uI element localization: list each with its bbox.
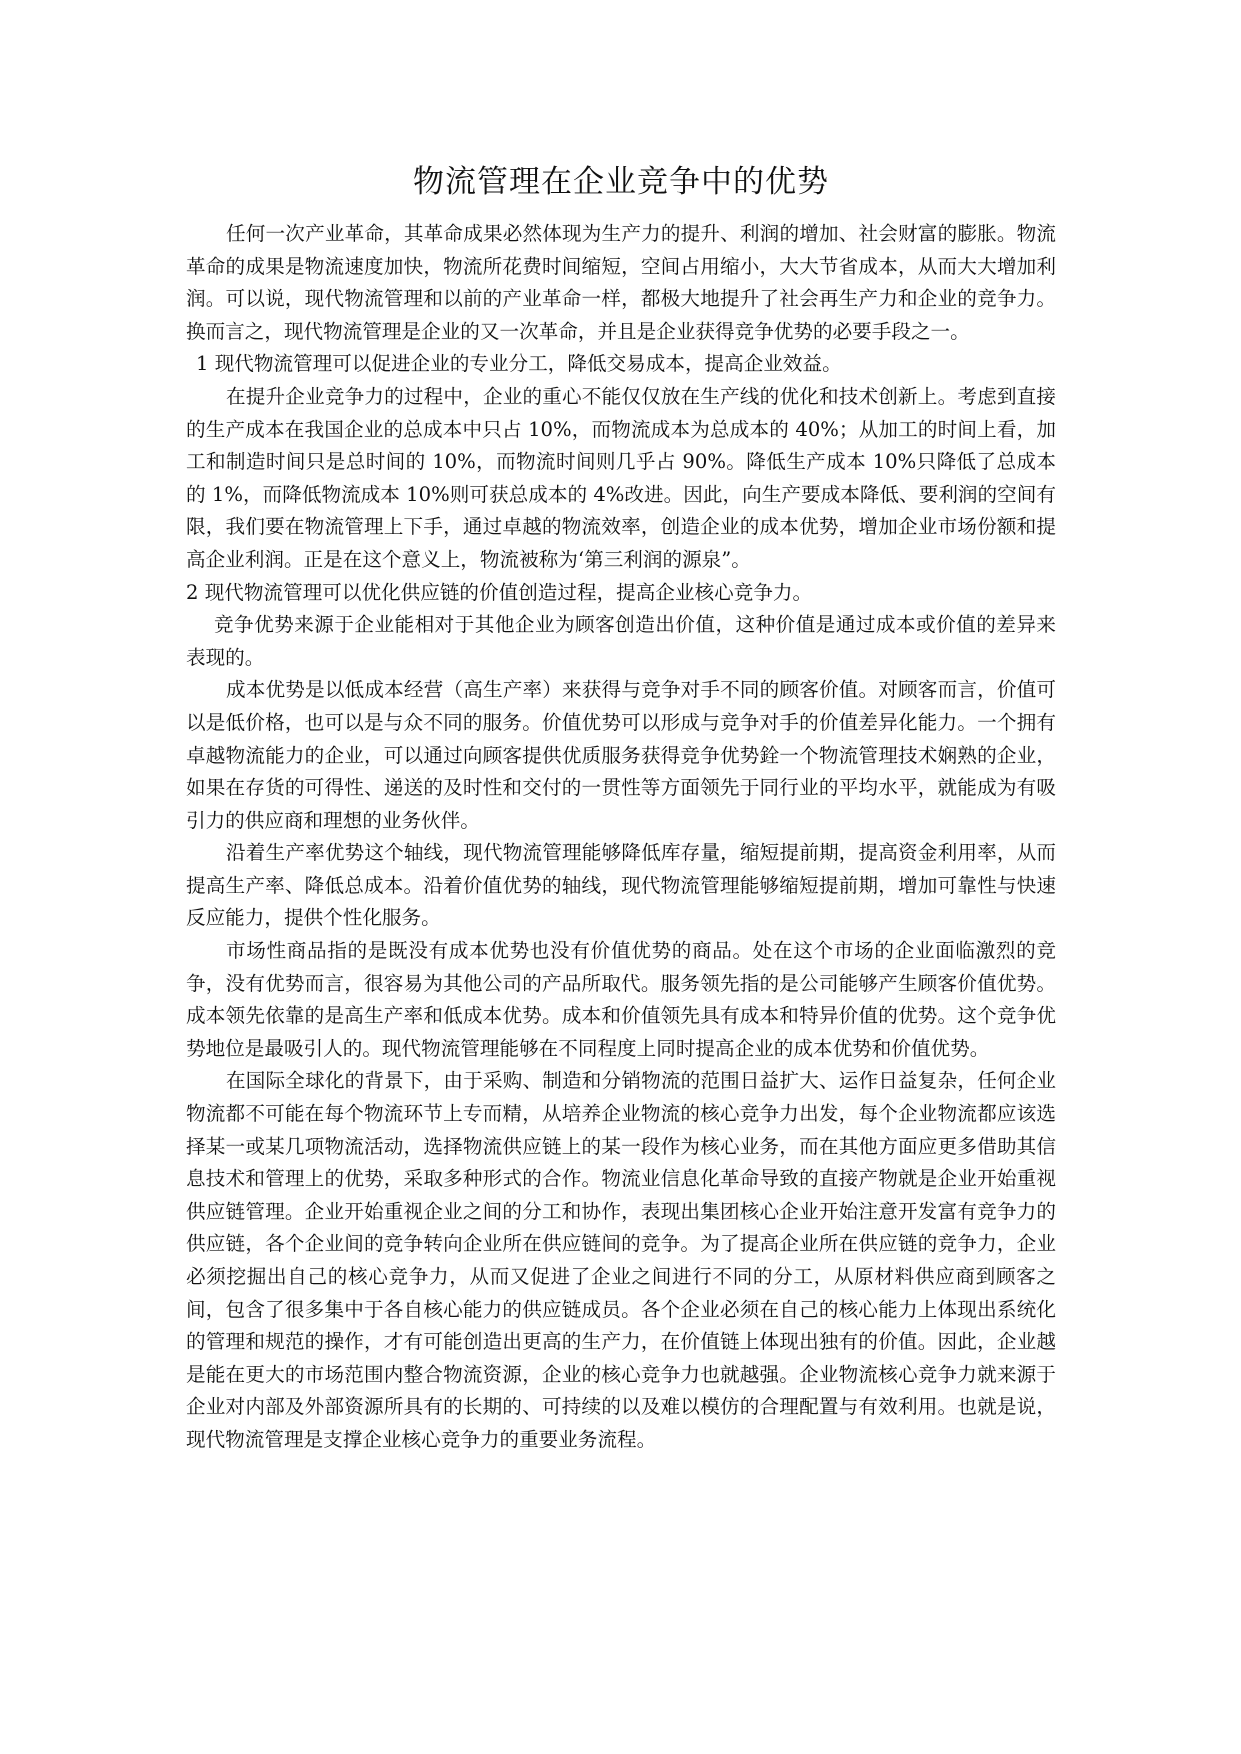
section-heading-2: 2 现代物流管理可以优化供应链的价值创造过程，提高企业核心竞争力。 bbox=[186, 580, 813, 604]
paragraph-market-goods: 市场性商品指的是既没有成本优势也没有价值优势的商品。处在这个市场的企业面临激烈的竞争，没有优势而言，很容易为其他公司的产品所取代。服务领先指的是公司能够产生顾客价值优势。成本领先依靠的是高生产率和低成本优势。成本和价值领先具有成本和特异价值的优势。这个竞争优势地位是最吸引人的。现代物流管理能够在不同程度上同时提高企业的成本优势和价值优势。 bbox=[186, 939, 1056, 1060]
section-heading-1: 1 现代物流管理可以促进企业的专业分工，降低交易成本，提高企业效益。 bbox=[196, 352, 842, 376]
document-title: 物流管理在企业竞争中的优势 bbox=[413, 164, 829, 200]
document-page bbox=[186, 160, 1056, 1457]
paragraph-intro: 任何一次产业革命，其革命成果必然体现为生产力的提升、利润的增加、社会财富的膨胀。物流革命的成果是物流速度加快，物流所花费时间缩短，空间占用缩小，大大节省成本，从而大大增加利润。可以说，现代物流管理和以前的产业革命一样，都极大地提升了社会再生产力和企业的竞争力。换而言之，现代物流管理是企业的又一次革命，并且是企业获得竞争优势的必要手段之一。 bbox=[186, 222, 1056, 343]
paragraph-competitive-advantage: 竞争优势来源于企业能相对于其他企业为顾客创造出价值，这种价值是通过成本或价值的差异来表现的。 bbox=[186, 613, 1056, 669]
paragraph-cost: 在提升企业竞争力的过程中，企业的重心不能仅仅放在生产线的优化和技术创新上。考虑到直接的生产成本在我国企业的总成本中只占 10%，而物流成本为总成本的 40%；从加工的时间上看，加工和制造时间只是总时间的 10%，而物流时间则几乎占 90%。降低生产成本 10%只降低了总成本的 1%，而降低物流成本 10%则可获总成本的 4%改进。因此，向生产要成本降低、要利润的空间有限，我们要在物流管理上下手，通过卓越的物流效率，创造企业的成本优势，增加企业市场份额和提高企业利润。正是在这个意义上，物流被称为‘第三利润的源泉”。 bbox=[186, 384, 1056, 571]
paragraph-cost-advantage: 成本优势是以低成本经营（高生产率）来获得与竞争对手不同的顾客价值。对顾客而言，价值可以是低价格，也可以是与众不同的服务。价值优势可以形成与竞争对手的价值差异化能力。一个拥有卓越物流能力的企业，可以通过向顾客提供优质服务获得竞争优势銓一个物流管理技术娴熟的企业，如果在存货的可得性、递送的及时性和交付的一贯性等方面领先于同行业的平均水平，就能成为有吸引力的供应商和理想的业务伙伴。 bbox=[186, 678, 1056, 832]
paragraph-globalization: 在国际全球化的背景下，由于采购、制造和分销物流的范围日益扩大、运作日益复杂，任何企业物流都不可能在每个物流环节上专而精，从培养企业物流的核心竞争力出发，每个企业物流都应该选择某一或某几项物流活动，选择物流供应链上的某一段作为核心业务，而在其他方面应更多借助其信息技术和管理上的优势，采取多种形式的合作。物流业信息化革命导致的直接产物就是企业开始重视供应链管理。企业开始重视企业之间的分工和协作，表现出集团核心企业开始注意开发富有竞争力的供应链，各个企业间的竞争转向企业所在供应链间的竞争。为了提高企业所在供应链的竞争力，企业必须挖掘出自己的核心竞争力，从而又促进了企业之间进行不同的分工，从原材料供应商到顾客之间，包含了很多集中于各自核心能力的供应链成员。各个企业必须在自己的核心能力上体现出系统化的管理和规范的操作，才有可能创造出更高的生产力，在价值链上体现出独有的价值。因此，企业越是能在更大的市场范围内整合物流资源，企业的核心竞争力也就越强。企业物流核心竞争力就来源于企业对内部及外部资源所具有的长期的、可持续的以及难以模仿的合理配置与有效利用。也就是说，现代物流管理是支撑企业核心竞争力的重要业务流程。 bbox=[186, 1069, 1056, 1451]
paragraph-productivity-axis: 沿着生产率优势这个轴线，现代物流管理能够降低库存量，缩短提前期，提高资金利用率，从而提高生产率、降低总成本。沿着价值优势的轴线，现代物流管理能够缩短提前期，增加可靠性与快速反应能力，提供个性化服务。 bbox=[186, 841, 1056, 930]
